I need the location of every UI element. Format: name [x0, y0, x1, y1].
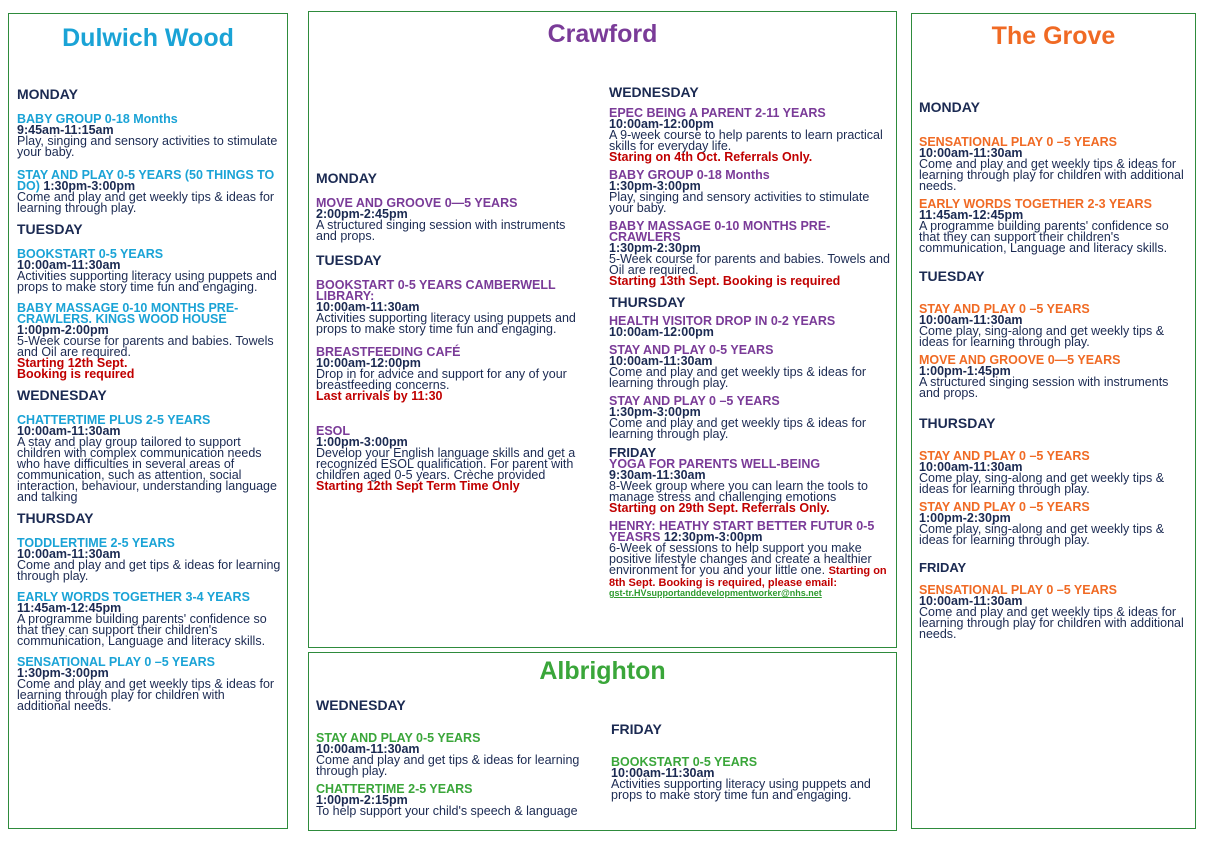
activity-time: 1:30pm-3:00pm [609, 405, 701, 419]
activity-time: 11:45am-12:45pm [919, 208, 1024, 222]
activity-time: 10:00am-11:30am [17, 424, 121, 438]
activity-desc: Develop your English language skills and get a recognized ESOL qualification. For parent with children aged 0-5 years. Crèche provided [316, 446, 576, 482]
panel-the-grove [911, 13, 1196, 829]
activity-time: 1:30pm-3:00pm [17, 666, 109, 680]
activity-time: 10:00am-11:30am [919, 594, 1023, 608]
day-heading: TUESDAY [316, 252, 382, 268]
activity [316, 784, 591, 817]
day-heading: TUESDAY [919, 268, 985, 284]
activity-note: Starting 12th Sept Term Time Only [316, 479, 520, 493]
day-heading: MONDAY [919, 99, 980, 115]
activity [17, 657, 281, 712]
day-heading: WEDNESDAY [17, 387, 107, 403]
activity-time: 9:45am-11:15am [17, 123, 114, 137]
activity-desc: Come and play and get tips & ideas for learning through play. [316, 753, 580, 778]
activity-time: 1:30pm-2:30pm [609, 241, 701, 255]
activity-desc: 5-Week course for parents and babies. Towels and Oil are required. [17, 334, 274, 359]
activity-time: 10:00am-11:30am [919, 146, 1023, 160]
activity-time: 10:00am-11:30am [17, 547, 121, 561]
activity-title: TODDLERTIME 2-5 YEARS [17, 536, 175, 550]
activity [316, 198, 588, 242]
activity-desc: Come and play and get weekly tips & ideas for learning through play. [609, 365, 867, 390]
panel-title: Crawford [547, 20, 658, 48]
activity-desc: 6-Week of sessions to help support you make positive lifestyle changes and create a healthier environment for you and your little one. [609, 541, 872, 577]
activity-title: EPEC BEING A PARENT 2-11 YEARS [609, 106, 826, 120]
activity [17, 538, 281, 582]
activity-title: MOVE AND GROOVE 0—5 YEARS [919, 353, 1121, 367]
panel-title: Dulwich Wood [62, 24, 234, 52]
activity [609, 108, 891, 163]
activity [17, 114, 281, 158]
activity-desc: A programme building parents' confidence so that they can support their children's communication, Language and literacy skills. [919, 219, 1169, 255]
activity-desc: Come play, sing-along and get weekly tips & ideas for learning through play. [919, 522, 1165, 547]
day-heading: FRIDAY [609, 445, 657, 460]
activity-title: STAY AND PLAY 0 –5 YEARS [919, 302, 1090, 316]
activity-time: 1:00pm-1:45pm [919, 364, 1011, 378]
panel-dulwich-wood [8, 13, 288, 829]
activity [609, 170, 891, 214]
activity-time: 1:00pm-2:00pm [17, 323, 109, 337]
activity-time: 10:00am-12:00pm [609, 117, 714, 131]
activity-title: BABY MASSAGE 0-10 MONTHS PRE-CRAWLERS. KINGS WOOD HOUSE [17, 301, 239, 326]
activity-title: CHATTERTIME PLUS 2-5 YEARS [17, 413, 211, 427]
activity-time: 10:00am-11:30am [609, 354, 713, 368]
activity-time: 10:00am-12:00pm [609, 325, 714, 339]
activity-title: BABY MASSAGE 0-10 MONTHS PRE-CRAWLERS [609, 219, 831, 244]
activity-time: 10:00am-11:30am [611, 766, 715, 780]
activity-desc: Come and play and get weekly tips & ideas for learning through play for children with additional needs. [919, 605, 1184, 641]
activity-title: SENSATIONAL PLAY 0 –5 YEARS [17, 655, 215, 669]
activity-desc: Activities supporting literacy using puppets and props to make story time fun and engaging. [611, 777, 871, 802]
activity-title: STAY AND PLAY 0 –5 YEARS [919, 449, 1090, 463]
activity-desc: Drop in for advice and support for any of your breastfeeding concerns. [316, 367, 567, 392]
activity-time: 10:00am-12:00pm [316, 356, 421, 370]
activity [17, 249, 281, 293]
activity-time: 10:00am-11:30am [919, 460, 1023, 474]
activity-title: SENSATIONAL PLAY 0 –5 YEARS [919, 135, 1117, 149]
activity-desc: A structured singing session with instruments and props. [919, 375, 1169, 400]
activity-time: 9:30am-11:30am [609, 468, 706, 482]
panel-title: Albrighton [539, 657, 666, 685]
activity-time: 10:00am-11:30am [17, 258, 121, 272]
activity [17, 415, 281, 503]
activity [919, 199, 1189, 254]
activity-desc: A stay and play group tailored to support children with complex communication needs who have difficulties in several areas of communication, such as attention, social interaction, behaviour, understanding language and talking [17, 435, 277, 504]
email-link[interactable]: gst-tr.HVsupportanddevelopmentworker@nhs.net [609, 588, 822, 598]
activity [919, 137, 1189, 192]
day-heading: FRIDAY [611, 721, 662, 737]
activity-desc: Activities supporting literacy using puppets and props to make story time fun and engaging. [17, 269, 277, 294]
activity-desc: Come and play and get weekly tips & ideas for learning through play for children with additional needs. [17, 677, 275, 713]
day-heading: TUESDAY [17, 221, 83, 237]
activity-time: 2:00pm-2:45pm [316, 207, 408, 221]
activity [17, 592, 281, 647]
activity-title: BREASTFEEDING CAFÉ [316, 345, 461, 359]
activity-time: 12:30pm-3:00pm [663, 530, 763, 544]
activity-title: STAY AND PLAY 0-5 YEARS (50 THINGS TO DO) [17, 168, 275, 193]
day-heading: MONDAY [17, 86, 78, 102]
activity-desc: Come play, sing-along and get weekly tips & ideas for learning through play. [919, 471, 1165, 496]
activity-time: 1:30pm-3:00pm [43, 179, 136, 193]
activity-title: HENRY: HEATHY START BETTER FUTUR 0-5 YEASRS [609, 519, 875, 544]
activity-title: SENSATIONAL PLAY 0 –5 YEARS [919, 583, 1117, 597]
activity-title: ESOL [316, 424, 351, 438]
activity-desc: Come play, sing-along and get weekly tips & ideas for learning through play. [919, 324, 1165, 349]
activity [609, 221, 891, 287]
activity [316, 733, 591, 777]
day-heading: THURSDAY [17, 510, 94, 526]
activity-title: STAY AND PLAY 0-5 YEARS [609, 343, 774, 357]
activity-title: YOGA FOR PARENTS WELL-BEING [609, 457, 821, 471]
panel-crawford [308, 11, 897, 648]
activity-title: BOOKSTART 0-5 YEARS CAMBERWELL LIBRARY: [316, 278, 556, 303]
activity-note: Starting on 8th Sept. Booking is required, please email: [609, 565, 887, 589]
activity [17, 303, 281, 380]
activity-desc: 8-Week group where you can learn the tools to manage stress and challenging emotions [609, 479, 868, 504]
activity-title: CHATTERTIME 2-5 YEARS [316, 782, 473, 796]
activity [609, 521, 891, 598]
activity-title: BABY GROUP 0-18 Months [17, 112, 178, 126]
activity-title: STAY AND PLAY 0-5 YEARS [316, 731, 481, 745]
activity [919, 585, 1189, 640]
activity-title: BABY GROUP 0-18 Months [609, 168, 770, 182]
day-heading: THURSDAY [919, 415, 996, 431]
panel-title: The Grove [991, 22, 1116, 50]
day-heading: WEDNESDAY [609, 84, 699, 100]
activity-title: STAY AND PLAY 0 –5 YEARS [919, 500, 1090, 514]
activity-desc: Come and play and get weekly tips & ideas for learning through play for children with additional needs. [919, 157, 1184, 193]
activity-title: EARLY WORDS TOGETHER 2-3 YEARS [919, 197, 1152, 211]
activity-time: 1:00pm-2:15pm [316, 793, 408, 807]
activity [919, 355, 1189, 399]
activity-title: STAY AND PLAY 0 –5 YEARS [609, 394, 780, 408]
activity-title: EARLY WORDS TOGETHER 3-4 YEARS [17, 590, 250, 604]
activity-desc: Come and play and get weekly tips & ideas for learning through play. [17, 190, 275, 215]
activity-desc: Activities supporting literacy using puppets and props to make story time fun and engaging. [316, 311, 576, 336]
activity-title: MOVE AND GROOVE 0—5 YEARS [316, 196, 518, 210]
activity-time: 10:00am-11:30am [316, 300, 420, 314]
day-heading: FRIDAY [919, 560, 967, 575]
activity-desc: A 9-week course to help parents to learn practical skills for everyday life. [609, 128, 883, 153]
activity-desc: A structured singing session with instruments and props. [316, 218, 566, 243]
activity-title: HEALTH VISITOR DROP IN 0-2 YEARS [609, 314, 836, 328]
activity [609, 459, 891, 514]
activity-note: Last arrivals by 11:30 [316, 389, 443, 403]
activity [17, 170, 281, 214]
activity [316, 347, 588, 402]
activity [919, 451, 1189, 495]
activity-desc: Come and play and get tips & ideas for learning through play. [17, 558, 281, 583]
panel-albrighton [308, 652, 897, 831]
activity-note: Starting 12th Sept. [17, 356, 128, 370]
activity-time: 10:00am-11:30am [316, 742, 420, 756]
day-heading: THURSDAY [609, 294, 686, 310]
activity-desc: Come and play and get weekly tips & ideas for learning through play. [609, 416, 867, 441]
activity-time: 1:30pm-3:00pm [609, 179, 701, 193]
activity-title: BOOKSTART 0-5 YEARS [611, 755, 758, 769]
activity-time: 11:45am-12:45pm [17, 601, 122, 615]
activity [316, 280, 588, 335]
activity-desc: Play, singing and sensory activities to stimulate your baby. [17, 134, 278, 159]
activity-note: Staring on 4th Oct. Referrals Only. [609, 150, 813, 164]
activity-time: 1:00pm-3:00pm [316, 435, 408, 449]
activity [919, 304, 1189, 348]
activity-title: BOOKSTART 0-5 YEARS [17, 247, 164, 261]
activity [919, 502, 1189, 546]
day-heading: WEDNESDAY [316, 697, 406, 713]
activity [609, 316, 891, 338]
activity-time: 1:00pm-2:30pm [919, 511, 1011, 525]
day-heading: MONDAY [316, 170, 377, 186]
activity [316, 426, 588, 492]
activity-desc: Play, singing and sensory activities to stimulate your baby. [609, 190, 870, 215]
activity-desc: 5-Week course for parents and babies. Towels and Oil are required. [609, 252, 890, 277]
activity [609, 345, 891, 389]
activity [609, 396, 891, 440]
activity-note: Starting on 29th Sept. Referrals Only. [609, 501, 830, 515]
activity-note: Booking is required [17, 367, 135, 381]
activity [611, 757, 891, 801]
activity-time: 10:00am-11:30am [919, 313, 1023, 327]
activity-desc: A programme building parents' confidence so that they can support their children's communication, Language and literacy skills. [17, 612, 267, 648]
activity-desc: To help support your child's speech & language [316, 804, 578, 818]
activity-note: Starting 13th Sept. Booking is required [609, 274, 841, 288]
